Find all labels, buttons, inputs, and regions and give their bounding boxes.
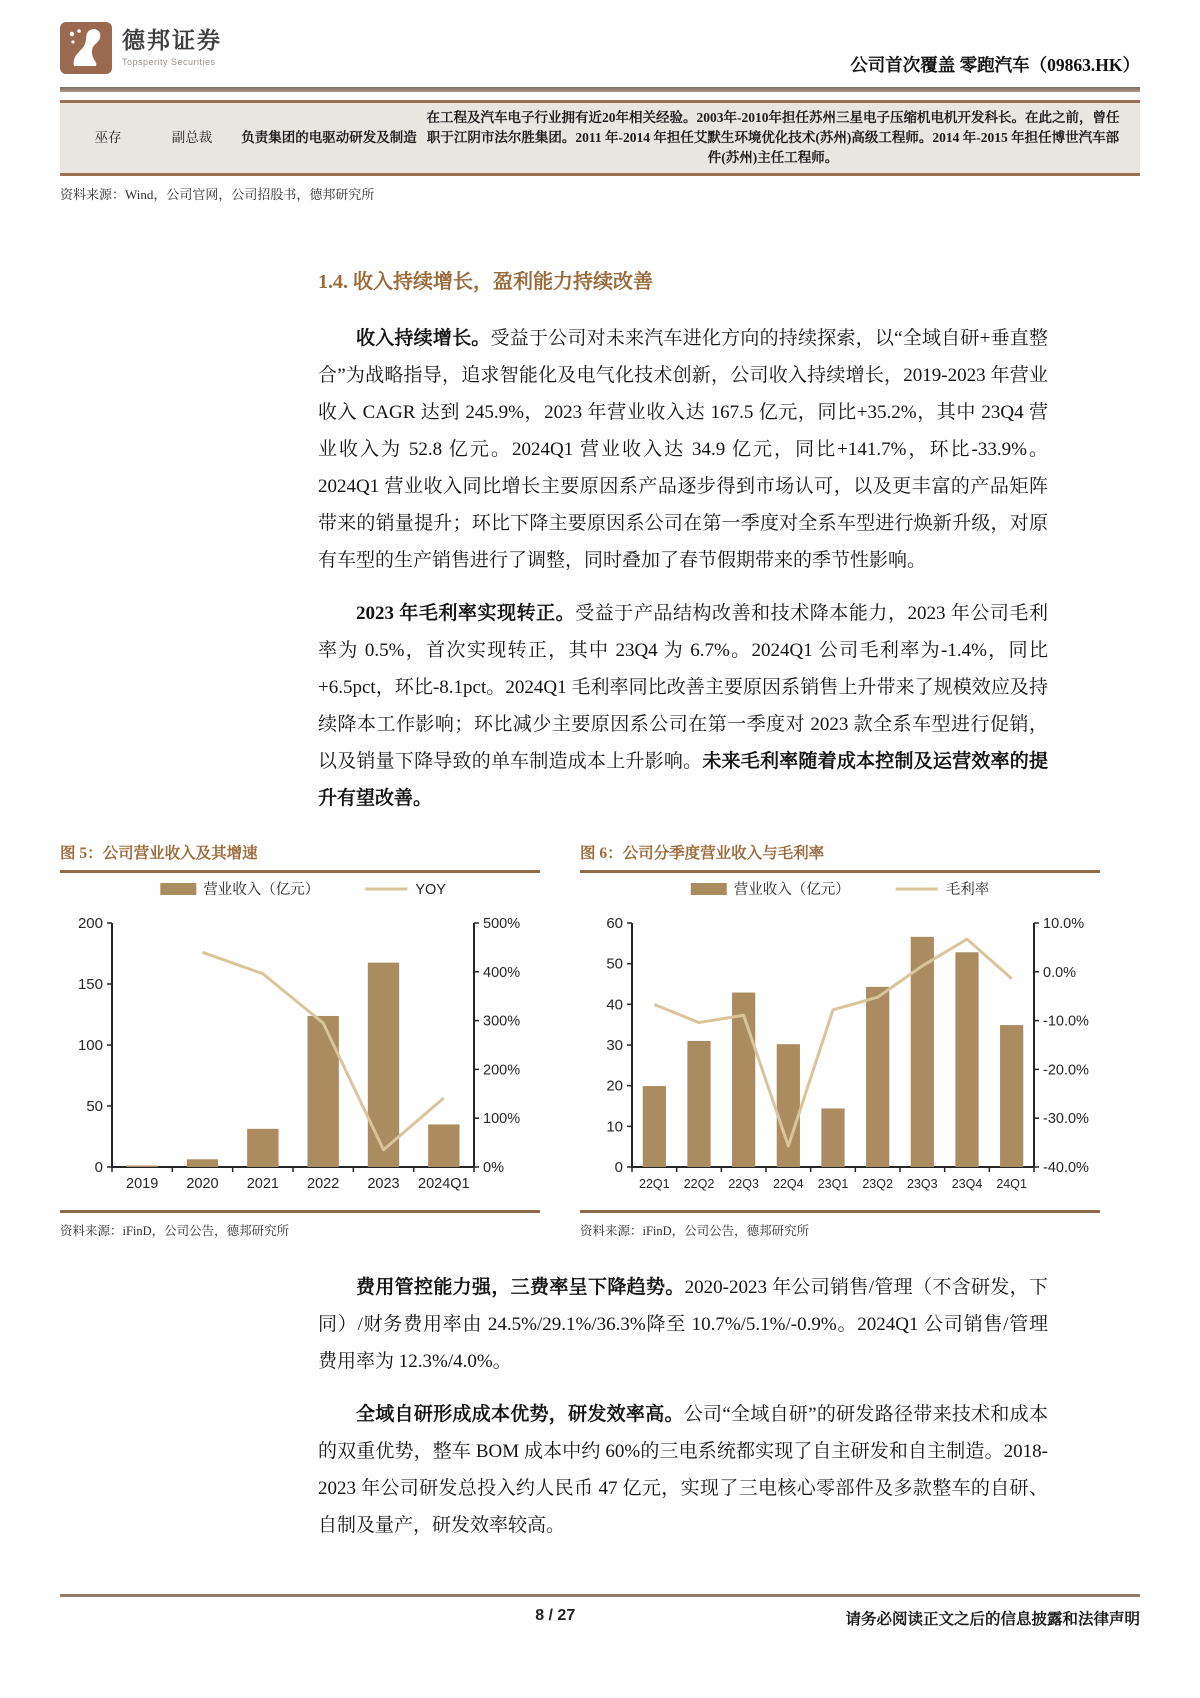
brand-name-en: Topsperity Securities: [122, 57, 216, 67]
svg-text:100: 100: [77, 1037, 103, 1054]
svg-text:23Q2: 23Q2: [862, 1177, 893, 1191]
svg-text:23Q3: 23Q3: [907, 1177, 938, 1191]
svg-text:22Q2: 22Q2: [683, 1177, 715, 1191]
svg-text:YOY: YOY: [415, 882, 446, 898]
svg-text:2019: 2019: [126, 1176, 159, 1192]
svg-text:200: 200: [77, 915, 103, 932]
svg-text:毛利率: 毛利率: [945, 882, 990, 898]
svg-text:100%: 100%: [483, 1111, 521, 1128]
paragraph-lead: 全域自研形成成本优势，研发效率高。: [356, 1404, 684, 1425]
figure-6-title: 图 6：公司分季度营业收入与毛利率: [580, 845, 825, 862]
figure-5: [60, 841, 540, 1239]
svg-text:2021: 2021: [246, 1176, 279, 1192]
paragraph-gross-margin: [318, 595, 1048, 817]
svg-text:30: 30: [606, 1037, 623, 1054]
page-footer: [60, 1594, 1140, 1628]
svg-text:23Q1: 23Q1: [817, 1177, 849, 1191]
paragraph-revenue-growth: [318, 320, 1048, 579]
profile-bio: 在工程及汽车电子行业拥有近20年相关经验。2003年-2010年担任苏州三星电子压缩机电机开发科长。在此之前，曾任职于江阴市法尔胜集团。2011 年-2014 年担任艾默生环境优化技术(苏州)高级工程师。2014 年-2015 年担任博世汽车部件(苏州)主任工程师。: [426, 110, 1120, 165]
brand-name-cn: 德邦证券: [122, 27, 222, 53]
paragraph-body: 受益于产品结构改善和技术降本能力，2023 年公司毛利率为 0.5%，首次实现转正，其中 23Q4 为 6.7%。2024Q1 公司毛利率为-1.4%，同比+6.5pct，环比-8.1pct。2024Q1 毛利率同比改善主要原因系销售上升带来了规模效应及持续降本工作影响；环比减少主要原因系公司在第一季度对 2023 款全系车型进行促销，以及销量下降导致的单车制造成本上升影响。: [318, 603, 1048, 772]
profile-table-row: [60, 100, 1140, 176]
svg-text:50: 50: [86, 1098, 103, 1115]
svg-text:24Q1: 24Q1: [996, 1177, 1027, 1191]
paragraph-body: 公司“全域自研”的研发路径带来技术和成本的双重优势，整车 BOM 成本中约 60%的三电系统都实现了自主研发和自主制造。2018-2023 年公司研发总投入约人民币 47 亿元，实现了三电核心零部件及多款整车的自研、自制及量产，研发效率较高。: [318, 1404, 1048, 1536]
figure-rule: [580, 1210, 1100, 1213]
profile-title: 副总裁: [171, 130, 213, 145]
svg-text:400%: 400%: [483, 964, 521, 981]
paragraph-expense-control: [318, 1269, 1048, 1380]
section-heading: 1.4. 收入持续增长，盈利能力持续改善: [318, 271, 653, 293]
svg-text:22Q3: 22Q3: [728, 1177, 759, 1191]
figure-5-source: 资料来源：iFinD，公司公告，德邦研究所: [60, 1224, 290, 1238]
svg-text:10.0%: 10.0%: [1043, 916, 1085, 932]
report-tag: 公司首次覆盖 零跑汽车（09863.HK）: [850, 55, 1140, 75]
svg-text:-40.0%: -40.0%: [1043, 1160, 1089, 1176]
svg-text:50: 50: [606, 955, 623, 973]
svg-text:-20.0%: -20.0%: [1043, 1062, 1089, 1079]
footer-disclaimer: 请务必阅读正文之后的信息披露和法律声明: [845, 1611, 1140, 1628]
chart-svg: [60, 873, 540, 1203]
svg-text:-10.0%: -10.0%: [1043, 1013, 1089, 1030]
brand-logo-icon: [60, 22, 112, 74]
page-header: [0, 0, 1200, 77]
text-column: [318, 265, 1048, 817]
svg-text:-30.0%: -30.0%: [1043, 1111, 1089, 1128]
figure-6-source: 资料来源：iFinD，公司公告，德邦研究所: [580, 1224, 810, 1238]
svg-text:22Q1: 22Q1: [639, 1177, 670, 1191]
svg-text:10: 10: [606, 1118, 623, 1136]
paragraph-lead: 收入持续增长。: [356, 328, 491, 349]
paragraph-bold-tail: 未来毛利率随着成本控制及运营效率的提升有望改善。: [318, 751, 1048, 809]
svg-text:40: 40: [606, 996, 623, 1014]
paragraph-rd-efficiency: [318, 1396, 1048, 1544]
paragraph-lead: 费用管控能力强，三费率呈下降趋势。: [356, 1277, 685, 1298]
svg-text:60: 60: [606, 915, 623, 932]
svg-text:营业收入（亿元）: 营业收入（亿元）: [203, 882, 320, 898]
svg-text:0: 0: [94, 1159, 103, 1176]
figure-5-title: 图 5：公司营业收入及其增速: [60, 845, 258, 862]
svg-text:营业收入（亿元）: 营业收入（亿元）: [733, 882, 850, 898]
svg-text:2023: 2023: [367, 1176, 400, 1192]
svg-text:0%: 0%: [483, 1160, 504, 1176]
svg-text:2020: 2020: [186, 1176, 219, 1192]
svg-text:23Q4: 23Q4: [951, 1177, 983, 1191]
svg-text:150: 150: [77, 976, 103, 993]
page-number: 8 / 27: [535, 1607, 576, 1624]
figure-5-chart: [60, 873, 540, 1208]
svg-text:0.0%: 0.0%: [1043, 964, 1077, 981]
text-column: [318, 1269, 1048, 1544]
profile-name: 巫存: [94, 130, 122, 145]
svg-text:0: 0: [614, 1159, 623, 1176]
paragraph-body: 2020-2023 年公司销售/管理（不含研发，下同）/财务费用率由 24.5%/29.1%/36.3%降至 10.7%/5.1%/-0.9%。2024Q1 公司销售/管理费用率为 12.3%/4.0%。: [318, 1277, 1048, 1372]
svg-text:2024Q1: 2024Q1: [418, 1176, 470, 1192]
svg-text:20: 20: [606, 1077, 623, 1095]
brand: [60, 22, 222, 74]
svg-text:22Q4: 22Q4: [773, 1177, 804, 1191]
paragraph-body: 受益于公司对未来汽车进化方向的持续探索，以“全域自研+垂直整合”为战略指导，追求智能化及电气化技术创新，公司收入持续增长，2019-2023 年营业收入 CAGR 达到 245.9%，2023 年营业收入达 167.5 亿元，同比+35.2%，其中 23Q4 营业收入为 52.8 亿元。2024Q1 营业收入达 34.9 亿元，同比+141.7%，环比-33.9%。2024Q1 营业收入同比增长主要原因系产品逐步得到市场认可，以及更丰富的产品矩阵带来的销量提升；环比下降主要原因系公司在第一季度对全系车型进行焕新升级，对原有车型的生产销售进行了调整，同时叠加了春节假期带来的季节性影响。: [318, 328, 1048, 571]
figure-rule: [60, 1210, 540, 1213]
figure-6-chart: [580, 873, 1100, 1208]
brand-text: [122, 22, 222, 67]
svg-text:500%: 500%: [483, 916, 521, 932]
svg-text:300%: 300%: [483, 1013, 521, 1030]
svg-text:2022: 2022: [307, 1176, 340, 1192]
chart-svg: [580, 873, 1100, 1203]
paragraph-lead: 2023 年毛利率实现转正。: [356, 603, 576, 624]
header-rule: [60, 87, 1140, 92]
table-source: 资料来源：Wind，公司官网，公司招股书，德邦研究所: [60, 187, 375, 202]
figure-6: [580, 841, 1100, 1239]
profile-role: 负责集团的电驱动研发及制造: [241, 130, 417, 145]
figures-row: [60, 841, 1140, 1239]
svg-text:200%: 200%: [483, 1062, 521, 1079]
